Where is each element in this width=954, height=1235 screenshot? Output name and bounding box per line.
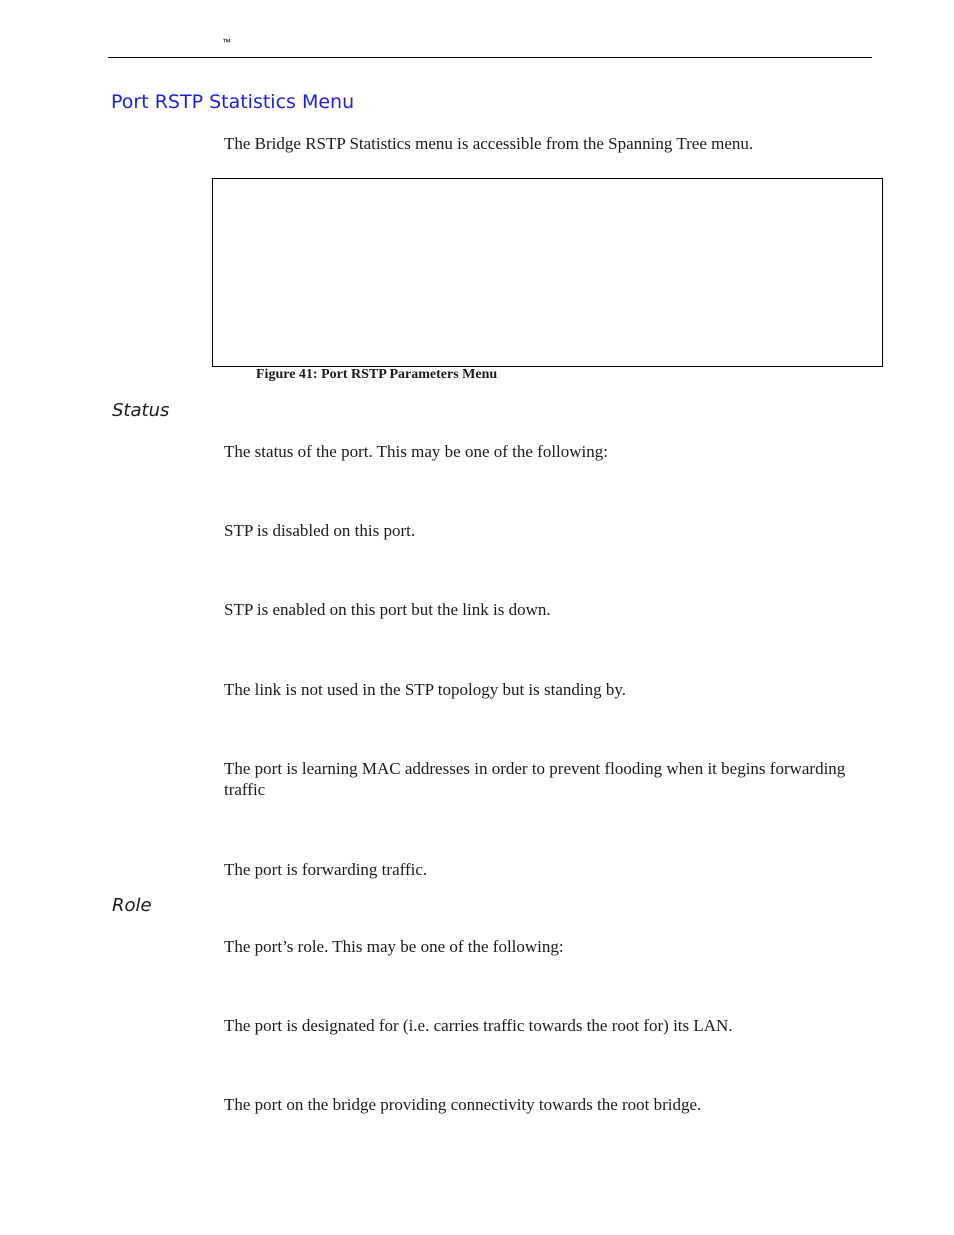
status-intro: The status of the port. This may be one of the following: bbox=[224, 442, 609, 461]
role-intro: The port’s role. This may be one of the following: bbox=[224, 937, 564, 956]
status-item-learning: The port is learning MAC addresses in order to prevent flooding when it begins forwarding traffic bbox=[224, 759, 846, 799]
figure-frame bbox=[212, 178, 883, 367]
status-item-link-down: STP is enabled on this port but the link is down. bbox=[224, 600, 551, 619]
role-heading: Role bbox=[112, 895, 152, 916]
status-heading: Status bbox=[112, 400, 170, 421]
role-item-designated: The port is designated for (i.e. carries traffic towards the root for) its LAN. bbox=[224, 1016, 733, 1035]
trademark-mark: ™ bbox=[222, 37, 231, 47]
section-title: Port RSTP Statistics Menu bbox=[111, 91, 355, 113]
status-item-disabled: STP is disabled on this port. bbox=[224, 521, 416, 540]
role-item-root: The port on the bridge providing connectivity towards the root bridge. bbox=[224, 1095, 702, 1114]
figure-caption: Figure 41: Port RSTP Parameters Menu bbox=[256, 367, 498, 382]
section-intro: The Bridge RSTP Statistics menu is accessible from the Spanning Tree menu. bbox=[224, 134, 754, 153]
header-rule bbox=[108, 57, 872, 58]
status-item-forwarding: The port is forwarding traffic. bbox=[224, 860, 428, 879]
status-item-standby: The link is not used in the STP topology but is standing by. bbox=[224, 680, 627, 699]
